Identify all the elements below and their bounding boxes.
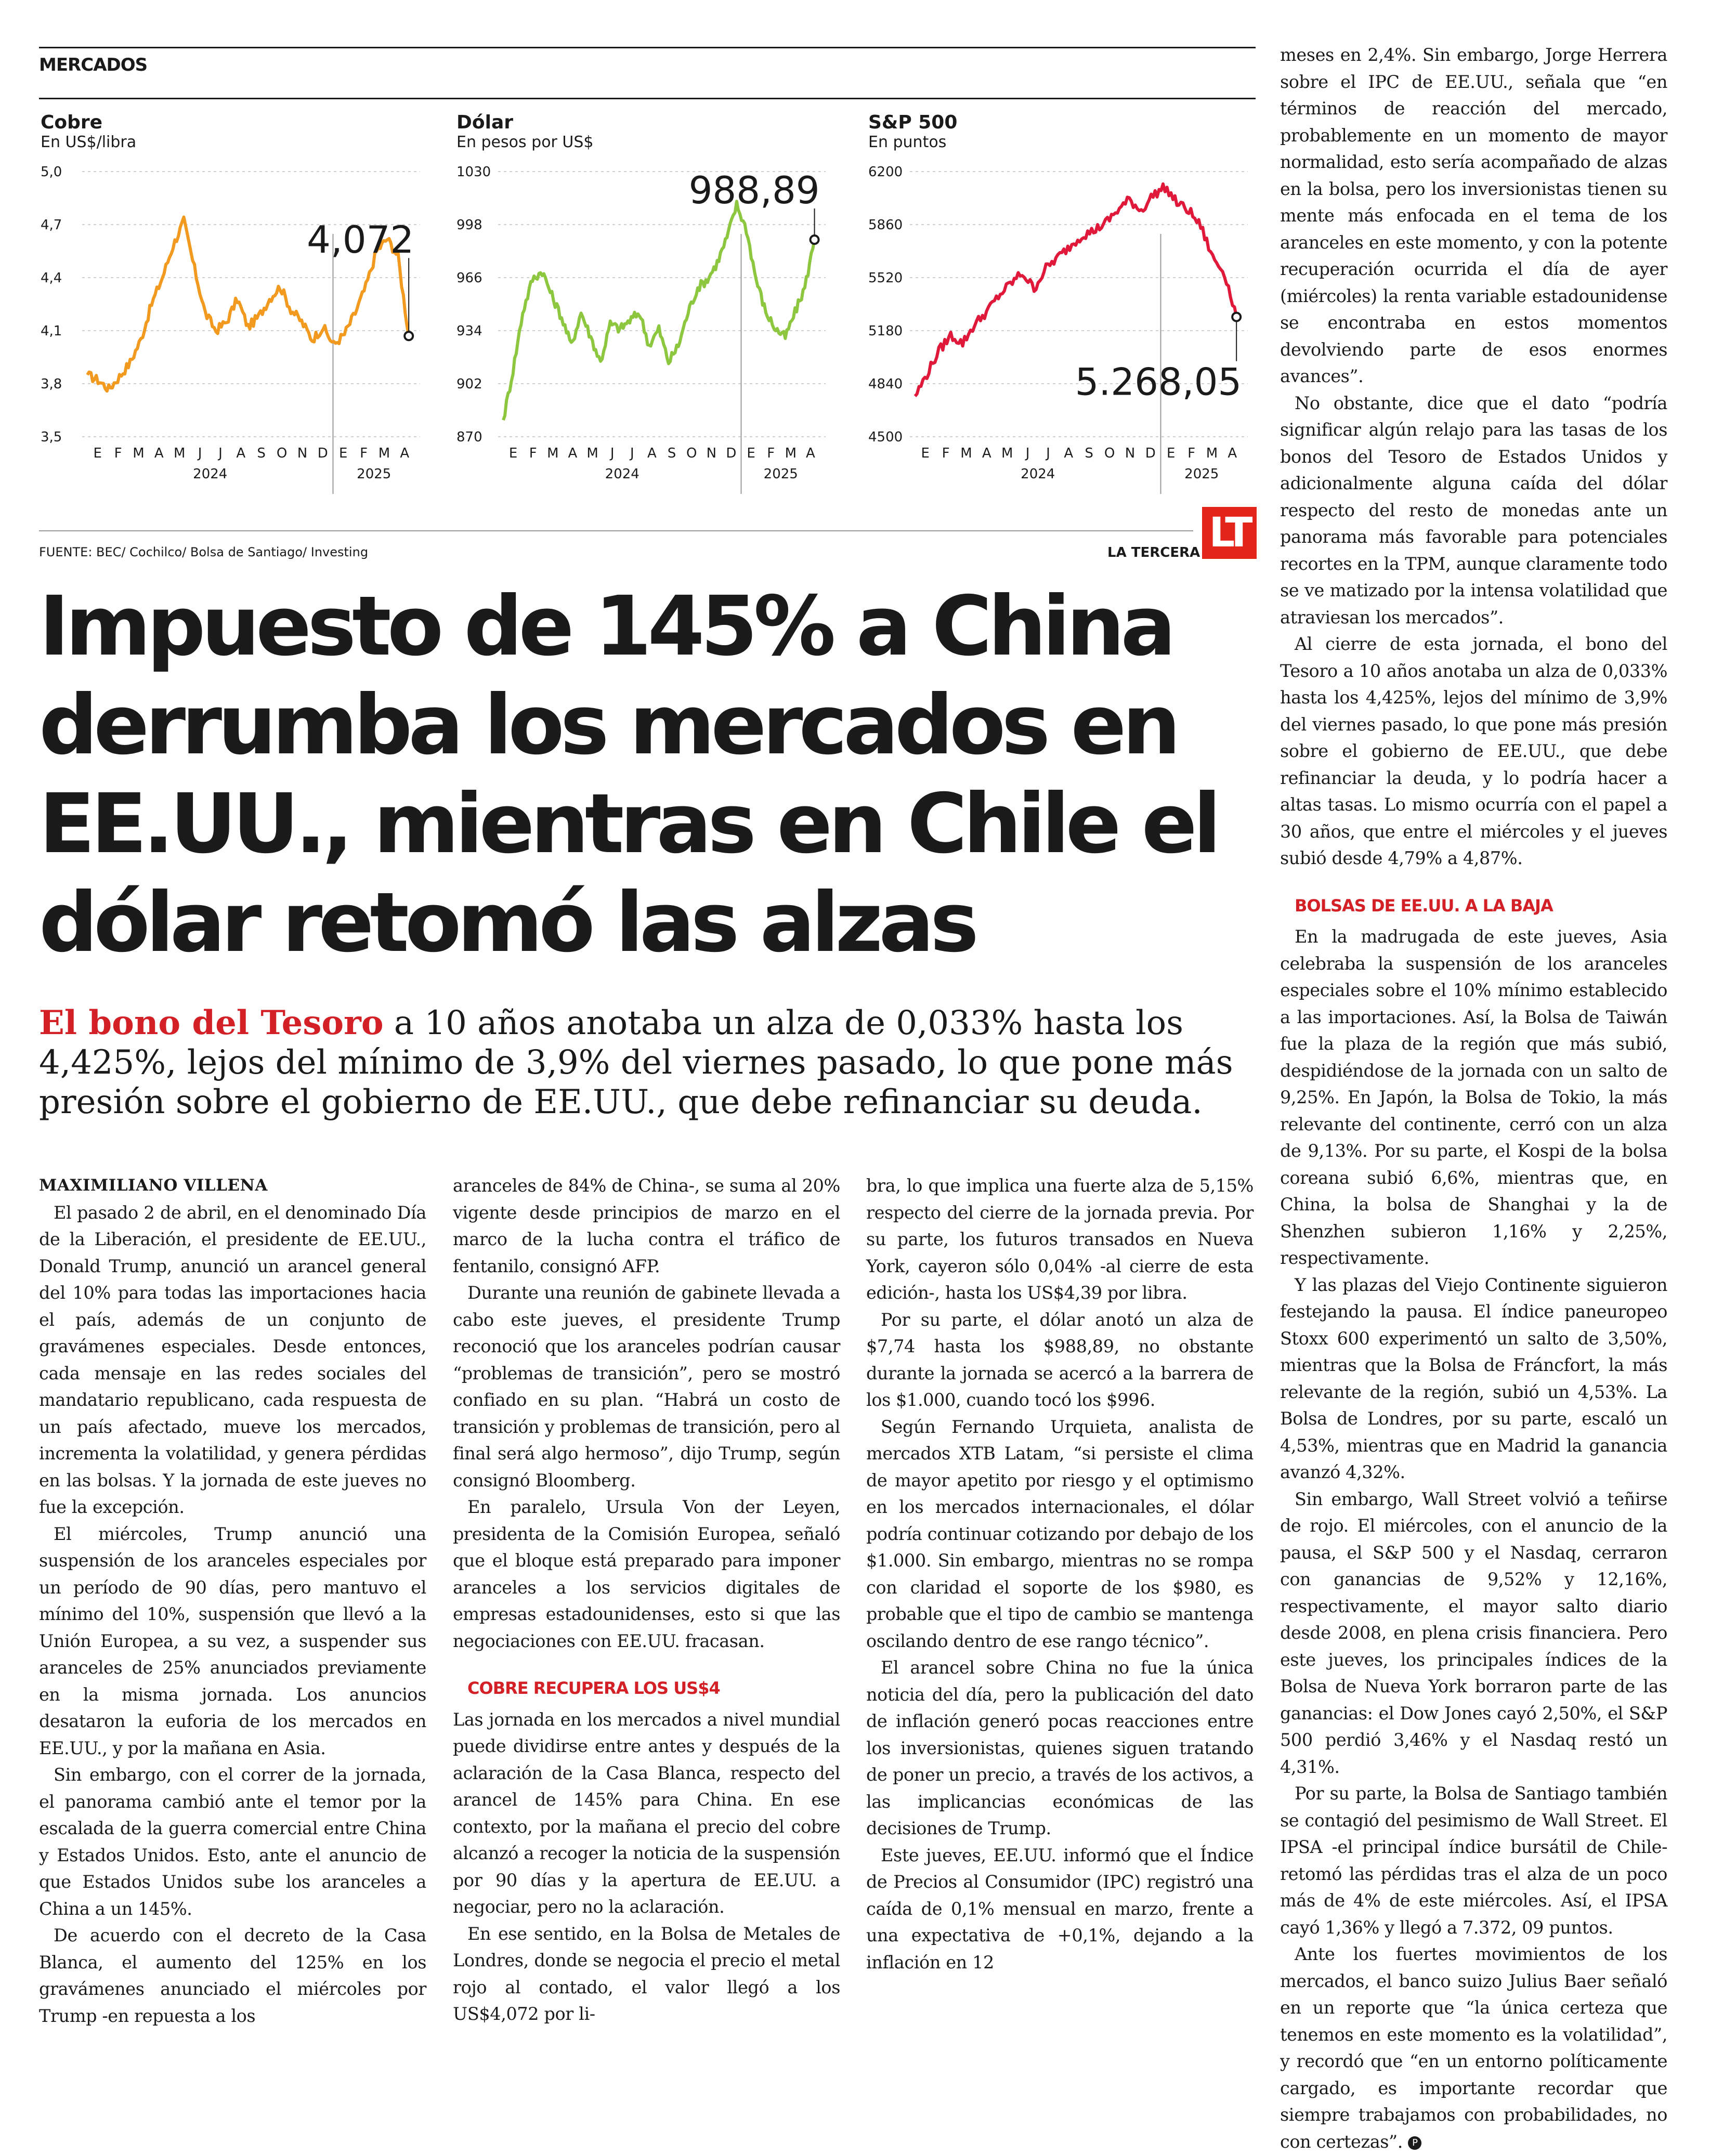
paragraph: El pasado 2 de abril, en el denominado Día de la Liberación, el presidente de EE.UU., Donald Trump, anunció un arancel general del 10% para todas las importaciones hacia el país, además de un conjunto de gravámenes especiales. Desde entonces, cada mensaje en las redes sociales del mandatario republicano, cada respuesta de un país afectado, mueve los mercados, incrementa la volatilidad, y genera pérdidas en las bolsas. Y la jornada de este jueves no fue la excepción. bbox=[39, 1202, 426, 1517]
paragraph: En ese sentido, en la Bolsa de Metales de Londres, donde se negocia el precio el metal rojo al contado, el valor llegó a los US$4,072 por li- bbox=[453, 1923, 840, 2024]
y-tick-label: 3,5 bbox=[41, 429, 62, 445]
x-tick-label: F bbox=[942, 446, 950, 461]
paragraph: El miércoles, Trump anunció una suspensión de los aranceles especiales por un período de 90 días, pero mantuvo el mínimo del 10%, suspensión que llevó a la Unión Europea, a su vez, a suspender sus aranceles de 25% anunciados previamente en la misma jornada. Los anuncios desataron la euforia de los mercados en EE.UU., y por la mañana en Asia. bbox=[39, 1523, 426, 1758]
deck-text: a 10 años anotaba un alza de 0,033% hasta los 4,425%, lejos del mínimo de 3,9% del viernes pasado, lo que pone más presión sobre el gobierno de EE.UU., que debe refinanciar su deuda. bbox=[39, 1004, 1233, 1121]
x-tick-label: F bbox=[114, 446, 122, 461]
chart-subtitle: En US$/libra bbox=[41, 133, 137, 151]
x-tick-label: A bbox=[154, 446, 164, 461]
headline: Impuesto de 145% a China derrumba los mercados en EE.UU., mientras en Chile el dólar retomó las alzas bbox=[39, 579, 1217, 971]
y-tick-label: 5180 bbox=[868, 323, 903, 339]
y-tick-label: 934 bbox=[456, 323, 482, 339]
paragraph: Sin embargo, Wall Street volvió a teñirse de rojo. El miércoles, con el anuncio de la pausa, el S&P 500 y el Nasdaq, cerraron con ganancias de 9,52% y 12,16%, respectivamente, el mayor salto diario desde 2008, en plena crisis financiera. Pero este jueves, los principales índices de la Bolsa de Nueva York borraron parte de las ganancias: el Dow Jones cayó 2,50%, el S&P 500 perdió 3,46% y el Nasdaq restó un 4,31%. bbox=[1280, 1488, 1667, 1777]
y-tick-label: 4,1 bbox=[41, 323, 62, 339]
last-value-label: 988,89 bbox=[688, 168, 820, 213]
section-label: MERCADOS bbox=[39, 55, 148, 75]
x-tick-label: N bbox=[706, 446, 717, 461]
x-tick-label: S bbox=[257, 446, 266, 461]
divider bbox=[39, 530, 1193, 531]
x-tick-label: J bbox=[198, 446, 202, 461]
x-tick-label: O bbox=[276, 446, 288, 461]
x-tick-label: M bbox=[960, 446, 972, 461]
x-tick-label: M bbox=[133, 446, 145, 461]
end-mark-icon: P bbox=[1408, 2136, 1421, 2150]
y-tick-label: 5,0 bbox=[41, 164, 62, 180]
year-label: 2025 bbox=[1184, 466, 1219, 482]
paragraph: Durante una reunión de gabinete llevada a cabo este jueves, el presidente Trump reconoció que los aranceles podrían causar “problemas de transición”, pero se mostró confiado en su plan. “Habrá un costo de transición y problemas de transición, pero al final será algo hermoso”, dijo Trump, según consignó Bloomberg. bbox=[453, 1283, 840, 1491]
x-tick-label: J bbox=[1025, 446, 1030, 461]
x-tick-label: M bbox=[1206, 446, 1218, 461]
paragraph: En la madrugada de este jueves, Asia celebraba la suspensión de los aranceles especiales sobre el 10% mínimo establecido a las importaciones. Así, la Bolsa de Taiwán fue la plaza de la región que más subió, despidiéndose de la jornada con un salto de 9,25%. En Japón, la Bolsa de Tokio, la más relevante del continente, cerró con un alza de 9,13%. Por su parte, el Kospi de la bolsa coreana subió 6,6%, mientras que, en China, la bolsa de Shanghai y la de Shenzhen subieron 1,16% y 2,25%, respectivamente. bbox=[1280, 926, 1667, 1268]
x-tick-label: N bbox=[1125, 446, 1135, 461]
y-tick-label: 3,8 bbox=[41, 376, 62, 392]
y-tick-label: 4,7 bbox=[41, 217, 62, 233]
x-tick-label: D bbox=[1145, 446, 1156, 461]
year-label: 2024 bbox=[1021, 466, 1055, 482]
year-label: 2025 bbox=[357, 466, 391, 482]
body-column-1 bbox=[39, 1172, 426, 2029]
y-tick-label: 998 bbox=[456, 217, 482, 233]
x-tick-label: J bbox=[1046, 446, 1050, 461]
x-tick-label: N bbox=[297, 446, 308, 461]
chart-copper bbox=[41, 112, 436, 507]
x-tick-label: S bbox=[1085, 446, 1093, 461]
x-tick-label: M bbox=[173, 446, 186, 461]
y-tick-label: 4840 bbox=[868, 376, 903, 392]
x-tick-label: M bbox=[1001, 446, 1013, 461]
last-value-marker bbox=[1232, 313, 1241, 321]
y-tick-label: 5520 bbox=[868, 270, 903, 286]
chart-title: S&P 500 bbox=[868, 112, 958, 133]
series-line bbox=[503, 201, 815, 420]
y-tick-label: 966 bbox=[456, 270, 482, 286]
x-tick-label: M bbox=[586, 446, 598, 461]
x-tick-label: F bbox=[360, 446, 368, 461]
x-tick-label: M bbox=[547, 446, 559, 461]
last-value-marker bbox=[811, 236, 819, 244]
last-value-label: 4,072 bbox=[307, 218, 414, 262]
subheading: COBRE RECUPERA LOS US$4 bbox=[467, 1678, 720, 1698]
x-tick-label: S bbox=[667, 446, 676, 461]
paragraph: Al cierre de esta jornada, el bono del Tesoro a 10 años anotaba un alza de 0,033% hasta los 4,425%, lejos del mínimo de 3,9% del viernes pasado, lo que pone más presión sobre el gobierno de EE.UU., que debe refinanciar la deuda, y lo podría hacer a altas tasas. Lo mismo ocurría con el papel a 30 años, que entre el miércoles y el jueves subió desde 4,79% a 4,87%. bbox=[1280, 634, 1667, 868]
paragraph: Este jueves, EE.UU. informó que el Índice de Precios al Consumidor (IPC) registró una caída de 0,1% mensual en marzo, frente a una expectativa de +0,1%, dejando a la inflación en 12 bbox=[866, 1845, 1254, 1973]
paragraph: meses en 2,4%. Sin embargo, Jorge Herrera sobre el IPC de EE.UU., señala que “en términos de reacción del mercado, probablemente en un momento de mayor normalidad, esto sería acompañado de alzas en la bolsa, pero los inversionistas tienen su mente más enfocada en el tema de los aranceles en este momento, y con la potente recuperación ocurrida el día de ayer (miércoles) la renta variable estadounidense se encontraba en estos momentos devolviendo parte de esos enormes avances”. bbox=[1280, 45, 1667, 386]
chart-source: FUENTE: BEC/ Cochilco/ Bolsa de Santiago/ Investing bbox=[39, 545, 369, 559]
x-tick-label: E bbox=[508, 446, 518, 461]
paragraph: Por su parte, la Bolsa de Santiago también se contagió del pesimismo de Wall Street. El IPSA -el principal índice bursátil de Chile- retomó las pérdidas tras el alza de un poco más de 4% de este miércoles. Así, el IPSA cayó 1,36% y llegó a 7.372, 09 puntos. bbox=[1280, 1783, 1667, 1938]
last-value-marker bbox=[404, 332, 413, 340]
x-tick-label: J bbox=[218, 446, 223, 461]
x-tick-label: E bbox=[338, 446, 348, 461]
chart-subtitle: En pesos por US$ bbox=[456, 133, 594, 151]
x-tick-label: A bbox=[806, 446, 815, 461]
chart-svg bbox=[41, 161, 436, 499]
byline: MAXIMILIANO VILLENA bbox=[39, 1176, 268, 1195]
paragraph: Sin embargo, con el correr de la jornada, el panorama cambió ante el temor por la escalada de la guerra comercial entre China y Estados Unidos. Esto, ante el anuncio de que Estados Unidos sube los aranceles a China a un 145%. bbox=[39, 1765, 426, 1919]
paragraph: bra, lo que implica una fuerte alza de 5,15% respecto del cierre de la jornada previa. Por su parte, los futuros transados en Nueva York, cayeron sólo 0,04% -al cierre de esta edición-, hasta los US$4,39 por libra. bbox=[866, 1176, 1254, 1303]
x-tick-label: J bbox=[610, 446, 615, 461]
x-tick-label: F bbox=[767, 446, 775, 461]
last-value-label: 5.268,05 bbox=[1075, 360, 1242, 404]
y-tick-label: 1030 bbox=[456, 164, 491, 180]
chart-title: Cobre bbox=[41, 112, 103, 133]
divider bbox=[39, 98, 1256, 99]
year-label: 2024 bbox=[193, 466, 228, 482]
y-tick-label: 870 bbox=[456, 429, 482, 445]
x-tick-label: E bbox=[1166, 446, 1176, 461]
x-tick-label: F bbox=[1187, 446, 1196, 461]
x-tick-label: D bbox=[317, 446, 328, 461]
chart-dollar bbox=[456, 112, 841, 507]
paragraph: De acuerdo con el decreto de la Casa Blanca, el aumento del 125% en los gravámenes anunciado el miércoles por Trump -en repuesta a los bbox=[39, 1925, 426, 2026]
x-tick-label: M bbox=[378, 446, 390, 461]
y-tick-label: 5860 bbox=[868, 217, 903, 233]
year-label: 2025 bbox=[763, 466, 798, 482]
x-tick-label: E bbox=[93, 446, 102, 461]
x-tick-label: A bbox=[982, 446, 991, 461]
year-label: 2024 bbox=[605, 466, 639, 482]
x-tick-label: O bbox=[1104, 446, 1115, 461]
y-tick-label: 4,4 bbox=[41, 270, 62, 286]
x-tick-label: A bbox=[1064, 446, 1074, 461]
x-tick-label: J bbox=[630, 446, 634, 461]
body-column-2 bbox=[453, 1172, 840, 2028]
chart-svg bbox=[456, 161, 841, 499]
chart-sp500 bbox=[868, 112, 1263, 507]
paragraph: Según Fernando Urquieta, analista de mercados XTB Latam, “si persiste el clima de mayor apetito por riesgo y el optimismo en los mercados internacionales, el dólar podría continuar cotizando por debajo de los $1.000. Sin embargo, mientras no se rompa con claridad el soporte de los $980, es probable que el tipo de cambio se mantenga oscilando dentro de ese rango técnico”. bbox=[866, 1416, 1254, 1651]
chart-svg bbox=[868, 161, 1263, 499]
x-tick-label: F bbox=[529, 446, 537, 461]
x-tick-label: M bbox=[785, 446, 797, 461]
x-tick-label: A bbox=[236, 446, 246, 461]
y-tick-label: 6200 bbox=[868, 164, 903, 180]
paragraph: Por su parte, el dólar anotó un alza de $7,74 hasta los $988,89, no obstante durante la jornada se acercó a la barrera de los $1.000, cuando tocó los $996. bbox=[866, 1309, 1254, 1410]
body-column-4 bbox=[1280, 42, 1667, 2155]
paragraph: El arancel sobre China no fue la única noticia del día, pero la publicación del dato de inflación generó pocas reacciones entre los inversionistas, quienes siguen tratando de poner un precio, a través de los activos, a las implicancias económicas de las decisiones de Trump. bbox=[866, 1657, 1254, 1838]
y-tick-label: 4500 bbox=[868, 429, 903, 445]
x-tick-label: E bbox=[921, 446, 930, 461]
x-tick-label: A bbox=[1228, 446, 1237, 461]
paragraph: No obstante, dice que el dato “podría significar algún relajo para las tasas de los bonos del Tesoro de Estados Unidos y adicionalmente alguna caída del dólar respecto del resto de monedas ante un panorama más favorable para potenciales recortes en la TPM, aunque claramente todo se ve matizado por la intensa volatilidad que atraviesan los mercados”. bbox=[1280, 393, 1667, 628]
x-tick-label: E bbox=[747, 446, 755, 461]
y-tick-label: 902 bbox=[456, 376, 482, 392]
paragraph: aranceles de 84% de China-, se suma al 20% vigente desde principios de marzo en el marco de la lucha contra el tráfico de fentanilo, consignó AFP. bbox=[453, 1176, 840, 1276]
paragraph: En paralelo, Ursula Von der Leyen, presidenta de la Comisión Europea, señaló que el bloque está preparado para imponer aranceles a los servicios digitales de empresas estadounidenses, esto si que las negociaciones con EE.UU. fracasan. bbox=[453, 1497, 840, 1651]
body-column-3 bbox=[866, 1172, 1254, 1976]
x-tick-label: A bbox=[400, 446, 410, 461]
x-tick-label: O bbox=[686, 446, 697, 461]
paragraph: Ante los fuertes movimientos de los mercados, el banco suizo Julius Baer señaló en un reporte que “la única certeza que tenemos en este momento es la volatilidad”, y recordó que “en un entorno políticamente cargado, es importante recordar que siempre trabajamos con probabilidades, no con certezas”. P bbox=[1280, 1944, 1667, 2152]
chart-title: Dólar bbox=[456, 112, 514, 133]
subheading: BOLSAS DE EE.UU. A LA BAJA bbox=[1295, 895, 1553, 916]
section-header bbox=[39, 42, 1256, 104]
x-tick-label: D bbox=[726, 446, 737, 461]
paragraph: Las jornada en los mercados a nivel mundial puede dividirse entre antes y después de la aclaración de la Casa Blanca, respecto del arancel de 145% para China. En ese contexto, por la mañana el precio del cobre alcanzó a recoger la noticia de la suspensión por 90 días y la apertura de EE.UU. a negociar, pero no la aclaración. bbox=[453, 1709, 840, 1917]
chart-subtitle: En puntos bbox=[868, 133, 947, 151]
brand-name: LA TERCERA bbox=[1107, 545, 1200, 560]
paragraph: Y las plazas del Viejo Continente siguieron festejando la pausa. El índice paneuropeo Stoxx 600 experimentó un salto de 3,50%, mientras que la Bolsa de Fráncfort, la más relevante de la región, subió un 4,53%. La Bolsa de Londres, por su parte, escaló un 4,53%, mientras que en Madrid la ganancia avanzó 4,32%. bbox=[1280, 1274, 1667, 1482]
x-tick-label: A bbox=[568, 446, 578, 461]
divider bbox=[39, 47, 1256, 48]
brand-logo: LT bbox=[1202, 507, 1257, 559]
deck-lead: El bono del Tesoro bbox=[39, 1003, 384, 1042]
x-tick-label: A bbox=[647, 446, 657, 461]
deck bbox=[39, 1003, 1256, 1122]
